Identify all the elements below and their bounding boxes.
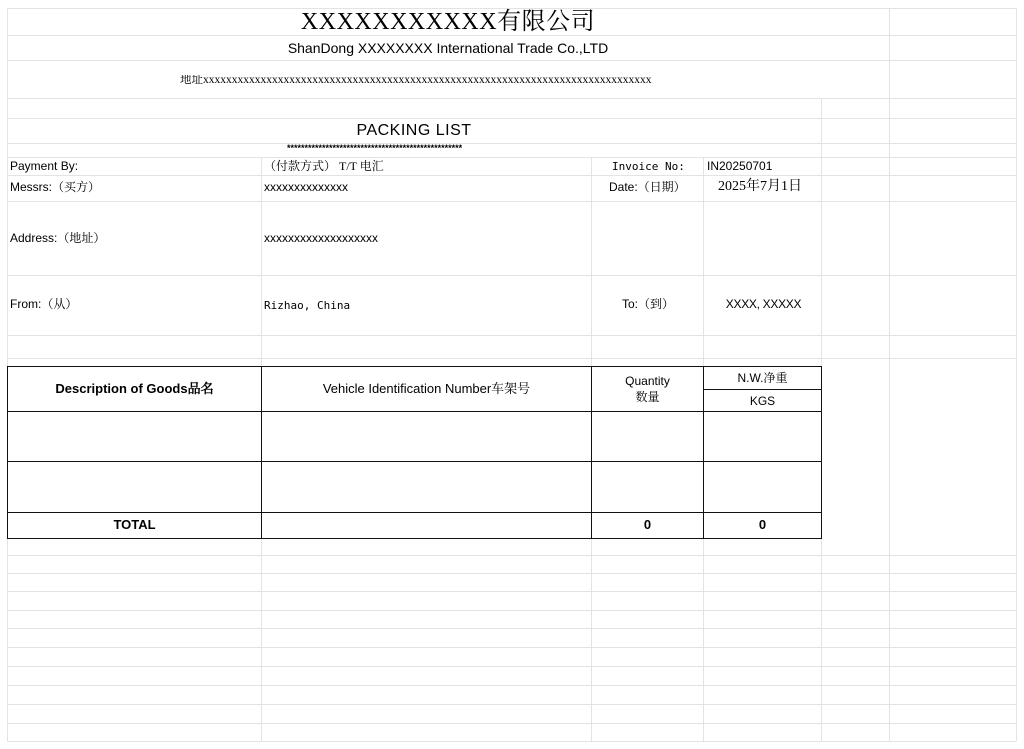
invoice-label: Invoice No: bbox=[612, 160, 685, 173]
grid-line bbox=[7, 175, 1016, 176]
payment-value: （付款方式） T/T 电汇 bbox=[264, 159, 384, 173]
from-label: From:（从） bbox=[10, 297, 78, 311]
company-name-en: ShanDong XXXXXXXX International Trade Co.,LTD bbox=[287, 40, 609, 56]
grid-line bbox=[7, 723, 1016, 724]
grid-line bbox=[7, 275, 1016, 276]
grid-line bbox=[7, 60, 1016, 61]
grid-line bbox=[7, 685, 1016, 686]
grid-line bbox=[7, 157, 1016, 158]
date-label: Date:（日期） bbox=[609, 180, 686, 194]
date-value: 2025年7月1日 bbox=[718, 179, 802, 194]
grid-line bbox=[1016, 8, 1017, 741]
column-header-net-weight: N.W.净重 bbox=[737, 371, 788, 385]
title-underline-stars: ************************************************** bbox=[287, 144, 463, 153]
grid-line bbox=[7, 628, 1016, 629]
to-label: To:（到） bbox=[622, 297, 675, 311]
grid-line bbox=[7, 118, 1016, 119]
from-value: Rizhao, China bbox=[264, 299, 351, 312]
document-title: PACKING LIST bbox=[356, 122, 472, 139]
address-value: xxxxxxxxxxxxxxxxxxx bbox=[264, 231, 378, 245]
column-header-description: Description of Goods品名 bbox=[55, 381, 214, 396]
column-header-quantity: Quantity bbox=[625, 374, 670, 388]
table-border bbox=[7, 512, 822, 513]
grid-line bbox=[7, 335, 1016, 336]
table-border bbox=[7, 366, 822, 367]
column-header-quantity-cn: 数量 bbox=[635, 390, 660, 404]
to-value: XXXX, XXXXX bbox=[725, 297, 802, 311]
payment-label: Payment By: bbox=[10, 159, 79, 173]
grid-line bbox=[7, 573, 1016, 574]
table-border bbox=[821, 366, 822, 539]
total-quantity: 0 bbox=[643, 517, 652, 532]
grid-line bbox=[7, 647, 1016, 648]
column-header-net-weight-unit: KGS bbox=[749, 394, 776, 408]
table-border bbox=[7, 538, 822, 539]
messrs-value: xxxxxxxxxxxxxx bbox=[264, 180, 348, 194]
grid-line bbox=[7, 98, 1016, 99]
total-net-weight: 0 bbox=[758, 517, 767, 532]
table-border bbox=[703, 366, 704, 539]
table-border bbox=[7, 411, 822, 412]
column-header-vin: Vehicle Identification Number车架号 bbox=[322, 381, 531, 396]
invoice-value: IN20250701 bbox=[707, 159, 773, 173]
grid-line bbox=[7, 666, 1016, 667]
grid-line bbox=[7, 555, 1016, 556]
table-border bbox=[7, 461, 822, 462]
grid-line bbox=[7, 201, 1016, 202]
table-border bbox=[703, 389, 822, 390]
total-label: TOTAL bbox=[113, 517, 156, 532]
grid-line bbox=[7, 358, 1016, 359]
grid-line bbox=[889, 8, 890, 741]
messrs-label: Messrs:（买方） bbox=[10, 180, 101, 194]
company-address: 地址xxxxxxxxxxxxxxxxxxxxxxxxxxxxxxxxxxxxxxxxxxxxxxxxxxxxxxxxxxxxxxxxxxxxxxxxxxxxxx bbox=[180, 75, 652, 86]
grid-line bbox=[7, 610, 1016, 611]
grid-line bbox=[7, 591, 1016, 592]
company-name-cn: XXXXXXXXXXX有限公司 bbox=[300, 9, 596, 35]
grid-line bbox=[7, 35, 1016, 36]
address-label: Address:（地址） bbox=[10, 231, 106, 245]
grid-line bbox=[7, 741, 1016, 742]
grid-line bbox=[7, 704, 1016, 705]
